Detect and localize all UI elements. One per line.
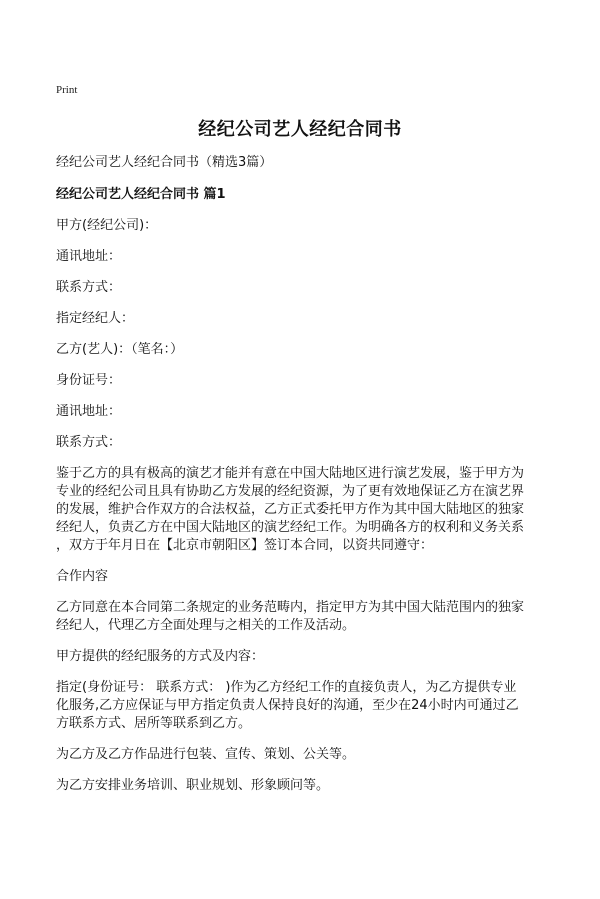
paragraph-line: 专业的经纪公司且具有协助乙方发展的经纪资源，为了更有效地保证乙方在演艺界 — [56, 484, 525, 499]
field-designated-agent: 指定经纪人： — [56, 311, 135, 326]
paragraph-line: 化服务,乙方应保证与甲方指定负责人保持良好的沟通，至少在24小时内可通过乙 — [56, 698, 519, 713]
paragraph-line: 方联系方式、居所等联系到乙方。 — [56, 716, 252, 731]
document-title: 经纪公司艺人经纪合同书 — [198, 119, 402, 140]
paragraph-line: 的发展，维护合作双方的合法权益，乙方正式委托甲方作为其中国大陆地区的独家 — [56, 502, 525, 517]
paragraph-line: 经纪人，负责乙方在中国大陆地区的演艺经纪工作。为明确各方的权利和义务关系 — [56, 520, 525, 535]
document-body — [56, 154, 552, 795]
field-party-b: 乙方(艺人)：（笔名：） — [56, 342, 184, 357]
print-link[interactable]: Print — [56, 84, 78, 96]
cooperation-heading: 合作内容 — [56, 569, 109, 584]
paragraph-line: 乙方同意在本合同第二条规定的业务范畴内，指定甲方为其中国大陆范围内的独家 — [56, 600, 525, 615]
section-heading: 经纪公司艺人经纪合同书 篇1 — [56, 187, 226, 202]
paragraph-line: 指定(身份证号： 联系方式： )作为乙方经纪工作的直接负责人，为乙方提供专业 — [56, 680, 517, 695]
designate-paragraph — [56, 679, 552, 733]
cooperation-paragraph — [56, 599, 552, 635]
field-party-b-contact: 联系方式： — [56, 435, 122, 450]
paragraph-line: 鉴于乙方的具有极高的演艺才能并有意在中国大陆地区进行演艺发展，鉴于甲方为 — [56, 466, 525, 481]
paragraph-line: 经纪人，代理乙方全面处理与之相关的工作及活动。 — [56, 618, 356, 633]
field-party-a-address: 通讯地址： — [56, 249, 122, 264]
document-subtitle: 经纪公司艺人经纪合同书（精选3篇） — [56, 155, 273, 170]
field-party-b-address: 通讯地址： — [56, 404, 122, 419]
packaging-paragraph: 为乙方及乙方作品进行包装、宣传、策划、公关等。 — [56, 747, 356, 762]
paragraph-line: ，双方于年月日在【北京市朝阳区】签订本合同，以资共同遵守： — [56, 538, 434, 553]
training-paragraph: 为乙方安排业务培训、职业规划、形象顾问等。 — [56, 778, 330, 793]
intro-paragraph — [56, 465, 552, 555]
services-heading: 甲方提供的经纪服务的方式及内容： — [56, 649, 265, 664]
field-party-a-contact: 联系方式： — [56, 280, 122, 295]
field-party-b-id: 身份证号： — [56, 373, 122, 388]
field-party-a: 甲方(经纪公司)： — [56, 218, 158, 233]
